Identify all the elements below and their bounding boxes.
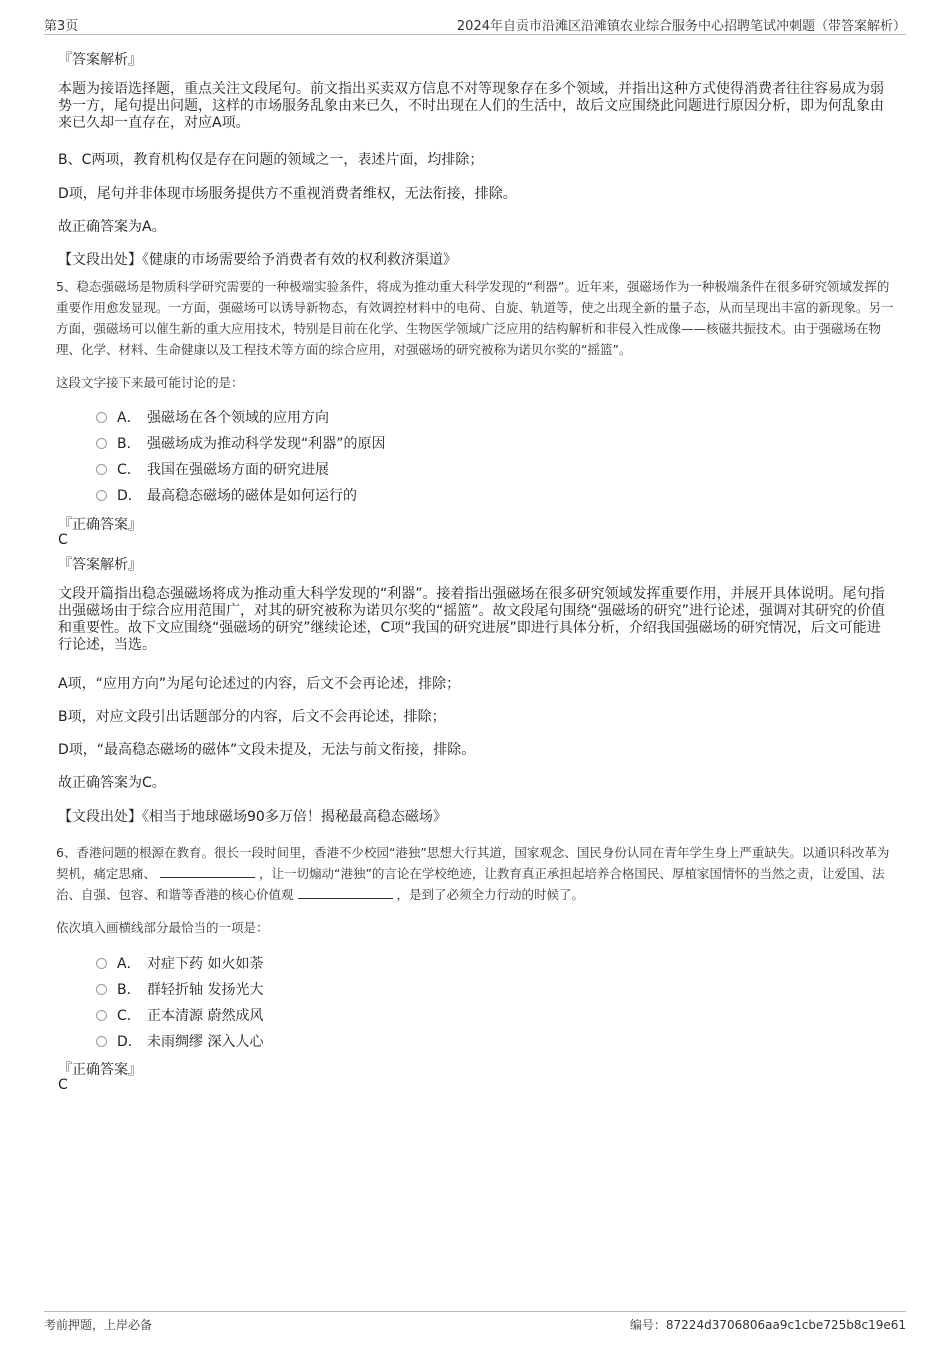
document-code: 编号：87224d3706806aa9c1cbe725b8c19e61 (629, 1318, 906, 1332)
question-6-text: 6、香港问题的根源在教育。很长一段时间里，香港不少校园“港独”思想大行其道，国家观念、国民身份认同在青年学生身上严重缺失。以通识科改革为契机，痛定思痛、 ，让一切煽动“港独”的言论在学校绝迹，让教育真正承担起培养合格国民、厚植家国情怀的当然之责，让爱国、法治、自强、包容、和谐等香港的核心价值观 ，是到了必须全力行动的时候了。 (56, 845, 890, 902)
option-b[interactable]: B． 强磁场成为推动科学发现“利器”的原因 (96, 433, 386, 453)
analysis-paragraph: D项，尾句并非体现市场服务提供方不重视消费者维权，无法衔接，排除。 (58, 186, 517, 202)
source-citation: 【文段出处】《健康的市场需要给予消费者有效的权利救济渠道》 (58, 252, 457, 268)
option-a[interactable]: A． 对症下药 如火如荼 (96, 953, 263, 973)
option-d[interactable]: D． 最高稳态磁场的磁体是如何运行的 (96, 485, 357, 505)
analysis-paragraph: A项，“应用方向”为尾句论述过的内容，后文不会再论述，排除； (58, 676, 461, 692)
radio-icon[interactable] (96, 958, 107, 969)
page-footer (44, 1311, 906, 1334)
radio-icon[interactable] (96, 464, 107, 475)
analysis-paragraph: B项，对应文段引出话题部分的内容，后文不会再论述，排除； (58, 709, 446, 725)
question-5-prompt: 这段文字接下来最可能讨论的是： (56, 375, 244, 390)
analysis-paragraph: 故正确答案为C。 (58, 775, 166, 791)
option-b[interactable]: B． 群轻折轴 发扬光大 (96, 979, 263, 999)
page-header (44, 12, 906, 35)
answer-value: C (58, 1077, 68, 1093)
option-c[interactable]: C． 正本清源 蔚然成风 (96, 1005, 263, 1025)
radio-icon[interactable] (96, 1010, 107, 1021)
fill-blank-1[interactable] (160, 865, 255, 878)
analysis-label: 『答案解析』 (58, 557, 142, 573)
page-number: 第3页 (44, 19, 79, 34)
analysis-paragraph: D项，“最高稳态磁场的磁体”文段未提及，无法与前文衔接，排除。 (58, 742, 476, 758)
footer-slogan: 考前押题，上岸必备 (44, 1318, 153, 1332)
radio-icon[interactable] (96, 984, 107, 995)
radio-icon[interactable] (96, 1036, 107, 1047)
radio-icon[interactable] (96, 490, 107, 501)
answer-label: 『正确答案』 (58, 1062, 142, 1078)
source-citation: 【文段出处】《相当于地球磁场90多万倍！揭秘最高稳态磁场》 (58, 809, 447, 825)
question-5-text: 5、稳态强磁场是物质科学研究需要的一种极端实验条件，将成为推动重大科学发现的“利器”。近年来，强磁场作为一种极端条件在很多研究领域发挥的重要作用愈发显现。一方面，强磁场可以诱导新物态，有效调控材料中的电荷、自旋、轨道等，使之出现全新的量子态，从而呈现出丰富的新现象。另一方面，强磁场可以催生新的重大应用技术，特别是目前在化学、生物医学领域广泛应用的结构解析和非侵入性成像——核磁共振技术。由于强磁场在物理、化学、材料、生命健康以及工程技术等方面的综合应用，对强磁场的研究被称为诺贝尔奖的“摇篮”。 (56, 279, 894, 357)
analysis-paragraph: 文段开篇指出稳态强磁场将成为推动重大科学发现的“利器”。接着指出强磁场在很多研究领域发挥重要作用，并展开具体说明。尾句指出强磁场由于综合应用范围广，对其的研究被称为诺贝尔奖的“摇篮”。故文段尾句围绕“强磁场的研究”进行论述，强调对其研究的价值和重要性。故下文应围绕“强磁场的研究”继续论述，C项“我国的研究进展”即进行具体分析，介绍我国强磁场的研究情况，后文可能进行论述，当选。 (58, 586, 886, 653)
document-title: 2024年自贡市沿滩区沿滩镇农业综合服务中心招聘笔试冲刺题（带答案解析） (456, 19, 906, 34)
answer-value: C (58, 532, 68, 548)
analysis-paragraph: 本题为接语选择题，重点关注文段尾句。前文指出买卖双方信息不对等现象存在多个领域，并指出这种方式使得消费者往往容易成为弱势一方，尾句提出问题，这样的市场服务乱象由来已久，不时出现在人们的生活中，故后文应围绕此问题进行原因分析，即为何乱象由来已久却一直存在，对应A项。 (58, 81, 884, 131)
option-d[interactable]: D． 未雨绸缪 深入人心 (96, 1031, 263, 1051)
analysis-paragraph: 故正确答案为A。 (58, 219, 166, 235)
analysis-label: 『答案解析』 (58, 52, 142, 68)
option-a[interactable]: A． 强磁场在各个领域的应用方向 (96, 407, 329, 427)
radio-icon[interactable] (96, 412, 107, 423)
option-c[interactable]: C． 我国在强磁场方面的研究进展 (96, 459, 329, 479)
answer-label: 『正确答案』 (58, 517, 142, 533)
radio-icon[interactable] (96, 438, 107, 449)
question-6-prompt: 依次填入画横线部分最恰当的一项是： (56, 920, 269, 935)
fill-blank-2[interactable] (298, 886, 393, 899)
analysis-paragraph: B、C两项，教育机构仅是存在问题的领域之一，表述片面，均排除； (58, 152, 484, 168)
